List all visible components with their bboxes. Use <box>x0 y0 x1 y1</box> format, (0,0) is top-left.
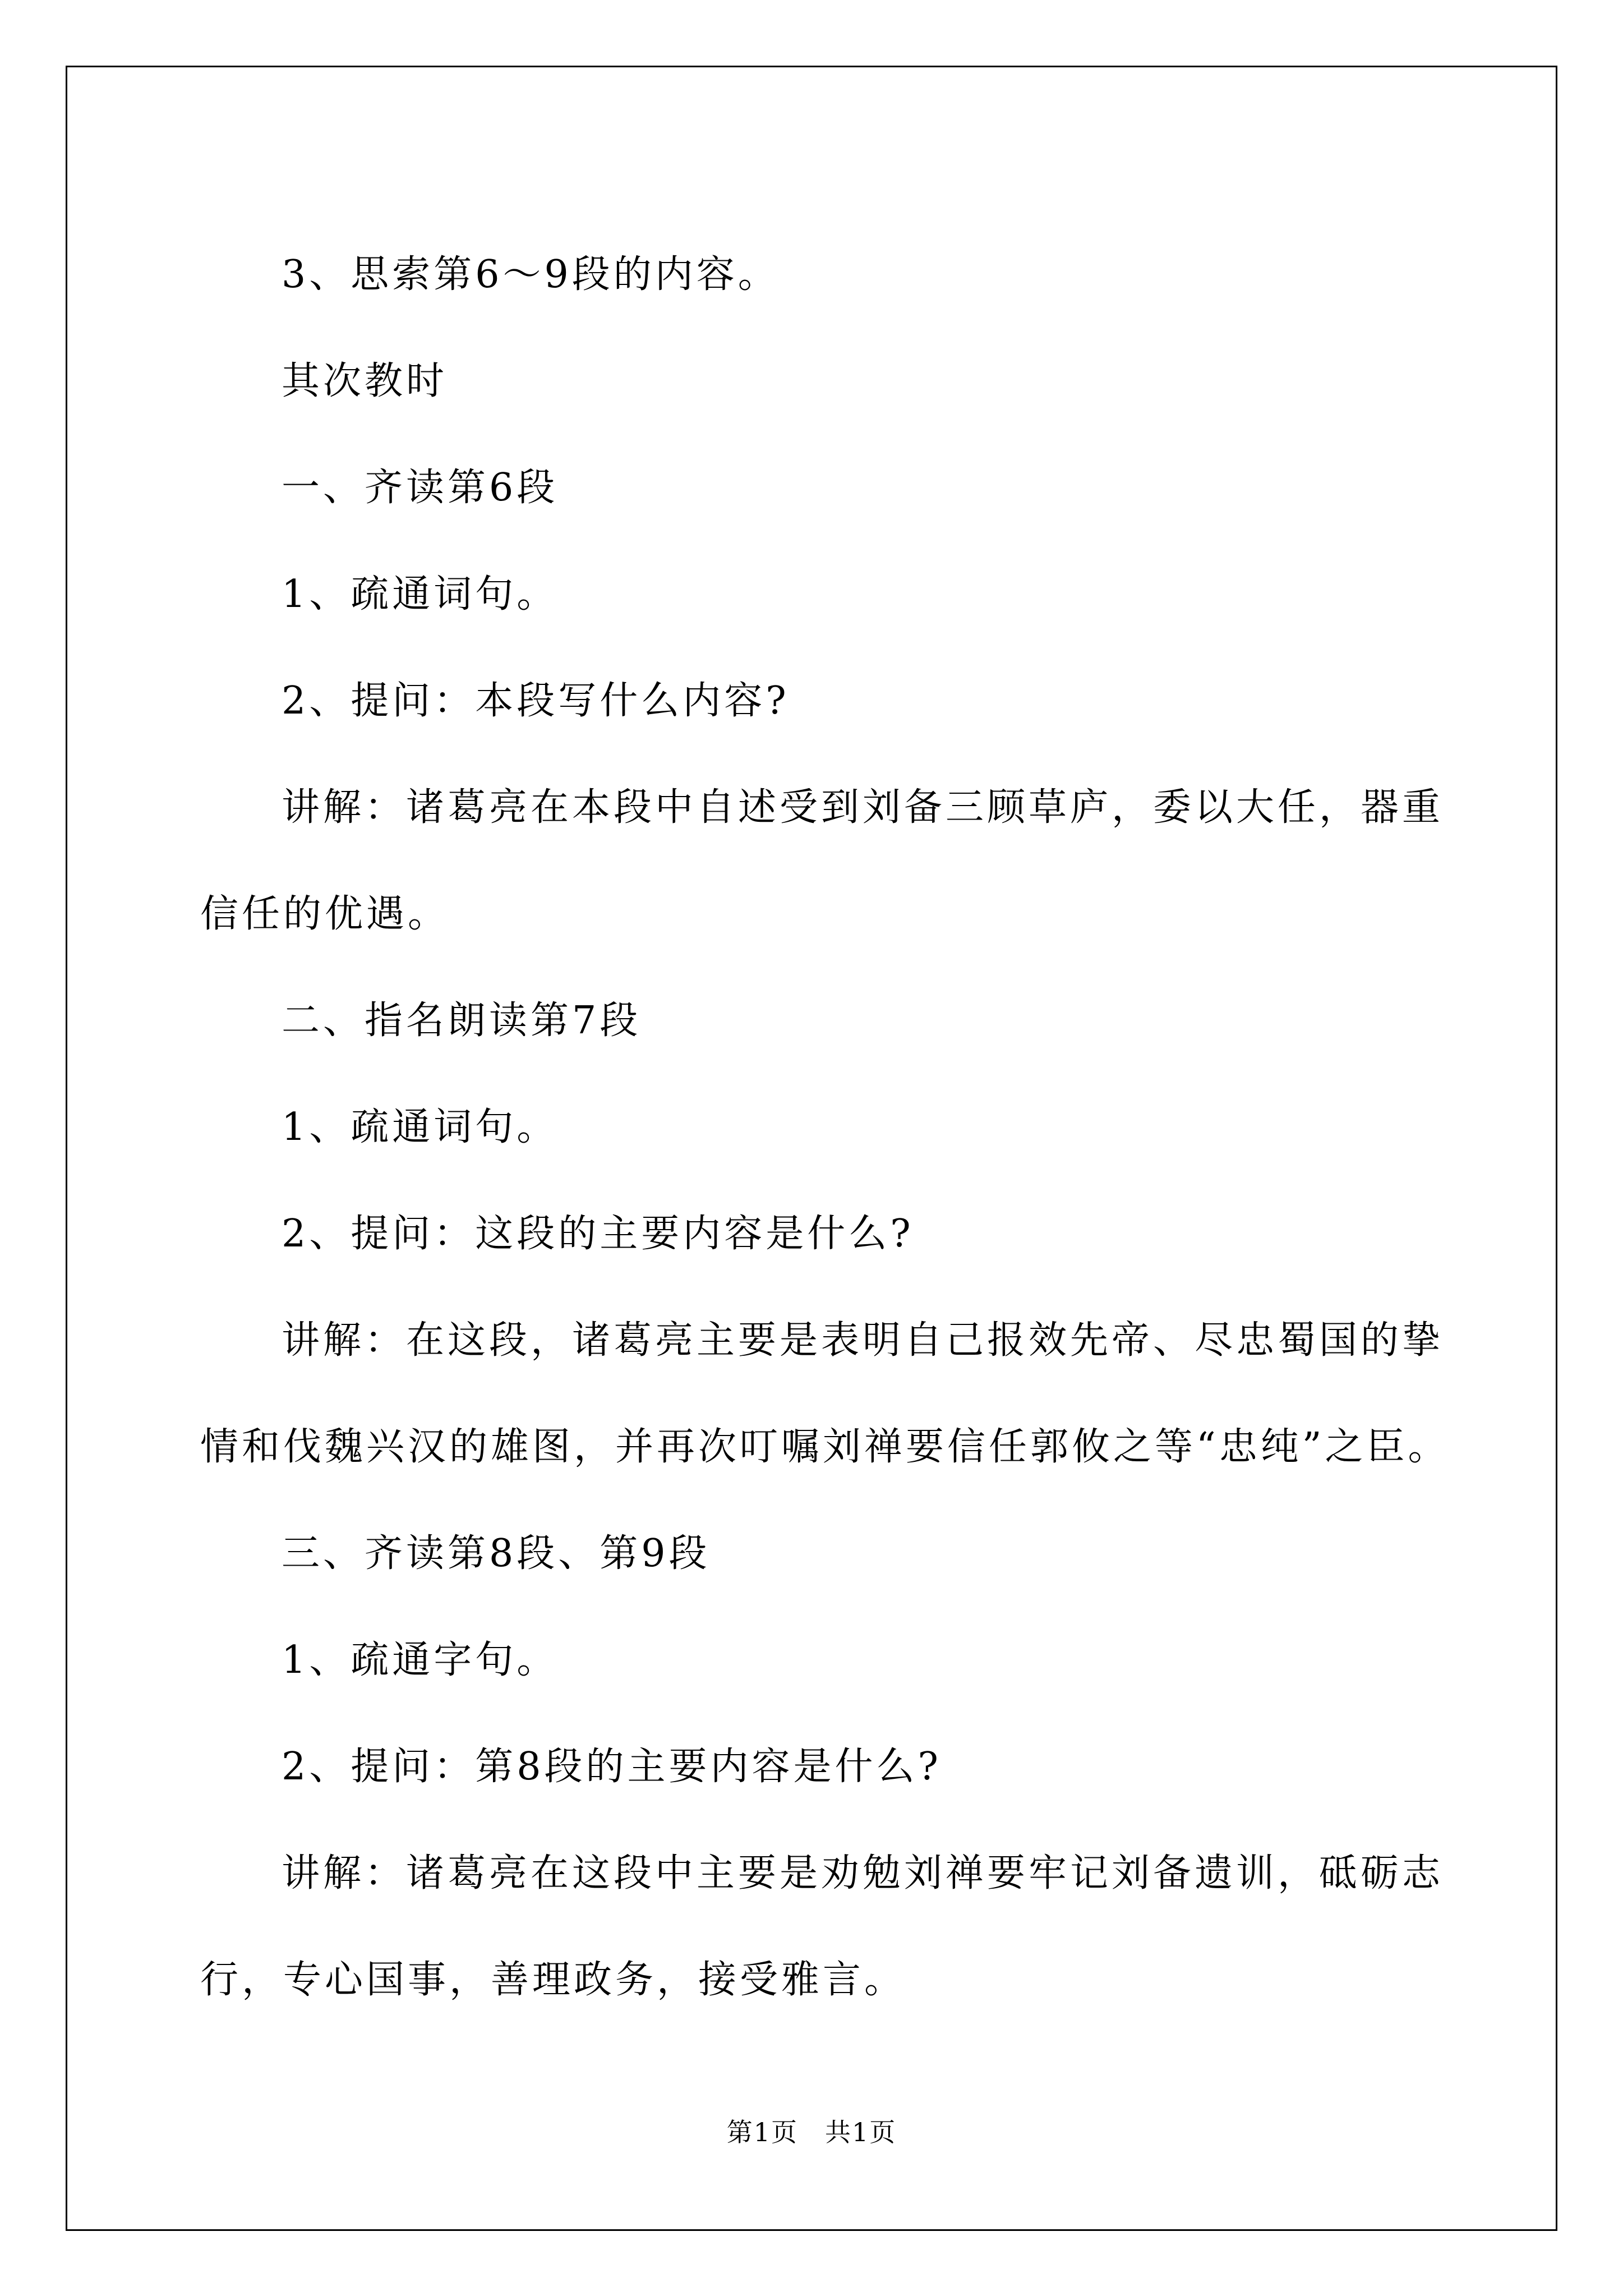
paragraph-continuation: 行，专心国事，善理政务，接受雅言。 <box>200 1958 906 2002</box>
paragraph: 3、思索第6～9段的内容。 <box>282 252 780 297</box>
section-heading: 一、齐读第6段 <box>282 466 559 510</box>
paragraph: 讲解：在这段，诸葛亮主要是表明自己报效先帝、尽忠蜀国的挚 <box>282 1318 1444 1363</box>
paragraph-continuation: 信任的优遇。 <box>200 892 450 936</box>
paragraph: 1、疏通词句。 <box>282 572 559 616</box>
paragraph: 2、提问：第8段的主要内容是什么? <box>282 1745 942 1789</box>
paragraph-continuation: 情和伐魏兴汉的雄图，并再次叮嘱刘禅要信任郭攸之等“忠纯”之臣。 <box>200 1425 1450 1469</box>
paragraph: 1、疏通字句。 <box>282 1638 559 1682</box>
paragraph: 2、提问：本段写什么内容? <box>282 679 790 723</box>
document-body <box>200 222 1450 2033</box>
paragraph: 讲解：诸葛亮在本段中自述受到刘备三顾草庐，委以大任，器重 <box>282 785 1444 830</box>
section-heading: 其次教时 <box>282 359 448 403</box>
paragraph: 1、疏通词句。 <box>282 1105 559 1149</box>
paragraph: 讲解：诸葛亮在这段中主要是劝勉刘禅要牢记刘备遗训，砥砺志 <box>282 1851 1444 1895</box>
section-heading: 三、齐读第8段、第9段 <box>282 1531 711 1576</box>
paragraph: 2、提问：这段的主要内容是什么? <box>282 1212 914 1256</box>
page-footer: 第1页 共1页 <box>726 2117 897 2147</box>
section-heading: 二、指名朗读第7段 <box>282 999 642 1043</box>
